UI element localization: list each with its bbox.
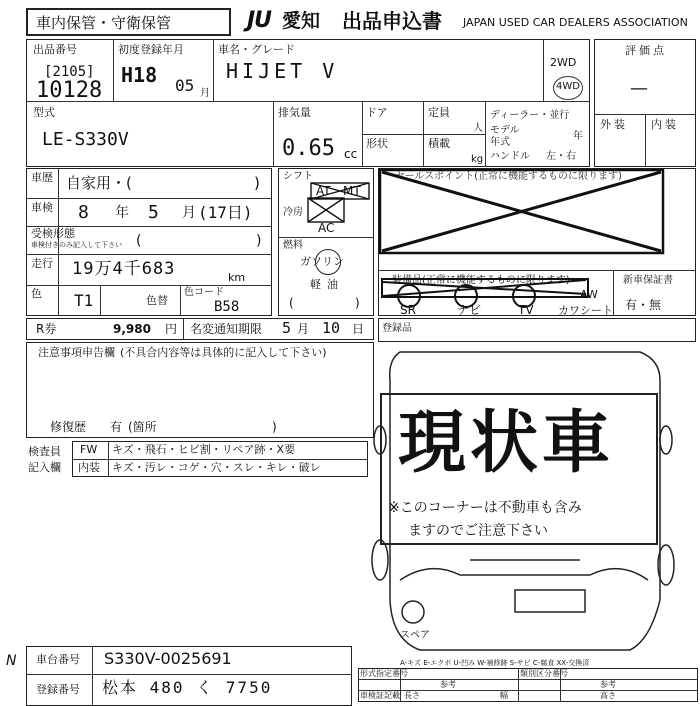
- inspection-month-unit: 月: [182, 205, 196, 221]
- margin-mark: N: [6, 653, 17, 669]
- ju-logo: JU: [247, 8, 272, 33]
- cooling-ac: AC: [318, 221, 335, 235]
- repair-close: ): [272, 420, 277, 434]
- rating-value: —: [630, 78, 648, 99]
- registration-label: 初度登録年月: [118, 43, 184, 56]
- transfer-month: 5: [282, 319, 292, 337]
- color-code-label: 色コード: [184, 287, 224, 298]
- notes-label: 注意事項申告欄: [38, 346, 115, 359]
- size-height: 高さ: [600, 691, 616, 700]
- size-label1: 形式指定番号: [360, 669, 408, 678]
- registration-month-unit: 月: [200, 88, 210, 99]
- door-label: ドア: [366, 106, 388, 119]
- drive-4wd: 4WD: [556, 81, 580, 92]
- sales-point-cross: [380, 170, 663, 253]
- equipment-strike: [382, 279, 588, 307]
- size-cert: 車検証記載: [360, 691, 400, 700]
- engine-unit: cc: [344, 147, 358, 161]
- received-label: 受検形態: [31, 227, 75, 240]
- plate-value: 松本 480 く 7750: [102, 678, 273, 697]
- inspector-fw: FW: [80, 443, 98, 456]
- lot-number: 10128: [36, 78, 103, 103]
- received-close: ): [256, 233, 262, 249]
- shape-label: 形状: [366, 137, 388, 150]
- load-label: 積載: [428, 137, 450, 150]
- transfer-day-unit: 日: [352, 322, 365, 336]
- shift-label: シフト: [283, 171, 313, 182]
- capacity-unit: 人: [473, 123, 483, 134]
- fuel-label: 燃料: [283, 240, 303, 251]
- equip-tv: TV: [518, 303, 534, 317]
- handle-label: ハンドル: [490, 151, 530, 162]
- storage-badge-text: 車内保管・守衛保管: [36, 14, 172, 32]
- inspector-fw-items: キズ・飛石・ヒビ割・リペア跡・X要: [112, 443, 296, 456]
- transfer-month-unit: 月: [297, 322, 310, 336]
- usage-label: 車歴: [31, 171, 53, 184]
- equip-sr: SR: [400, 303, 416, 317]
- size-length: 長さ: [404, 691, 420, 700]
- chassis-label: 車台番号: [36, 653, 80, 666]
- rating-label: 評価点: [625, 44, 667, 57]
- model-label: 型式: [33, 106, 55, 119]
- size-ref1: 参考: [440, 680, 456, 689]
- spare-label: スペア: [400, 630, 430, 641]
- inspector-interior: 内装: [78, 461, 100, 474]
- fuel-diesel: 軽油: [310, 278, 344, 291]
- genjo-title: 現状車: [398, 404, 615, 483]
- registration-month: 05: [175, 76, 195, 95]
- received-note: 車検付きのみ記入して下さい: [31, 241, 122, 249]
- lot-label: 出品番号: [33, 43, 77, 56]
- inspector-label1: 検査員: [28, 445, 61, 458]
- mileage-value: 19万4千683: [72, 259, 176, 279]
- mileage-unit: km: [228, 271, 246, 284]
- chassis-value: S330V-0025691: [104, 649, 232, 668]
- notes-sub: (不具合内容等は具体的に記入して下さい): [120, 346, 327, 359]
- engine-label: 排気量: [278, 106, 311, 119]
- car-name-label: 車名・グレード: [218, 43, 295, 56]
- brand-name: 愛知: [282, 10, 321, 32]
- size-width: 幅: [500, 691, 508, 700]
- recycle-label: R券: [36, 322, 57, 336]
- equip-navi: ナビ: [457, 303, 482, 317]
- inspection-year-unit: 年: [115, 205, 129, 221]
- fuel-gasoline: ガソリン: [300, 255, 344, 268]
- association-name: JAPAN USED CAR DEALERS ASSOCIATION: [463, 16, 688, 29]
- drive-2wd: 2WD: [550, 56, 577, 69]
- mileage-label: 走行: [31, 257, 53, 270]
- car-diagram: [372, 352, 674, 650]
- inspection-year: 8: [78, 202, 89, 223]
- exterior-label: 外装: [600, 118, 628, 131]
- color-code-value: B58: [214, 299, 240, 315]
- warranty-label: 新車保証書: [623, 275, 673, 286]
- load-unit: kg: [471, 154, 484, 165]
- registered-items-label: 登録品: [382, 323, 412, 334]
- dealer-label: ディーラー・並行: [490, 110, 570, 121]
- size-label2: 類別区分番号: [520, 669, 568, 678]
- equip-seat: カワシート: [558, 304, 613, 317]
- transfer-label: 名変通知期限: [190, 322, 263, 336]
- lot-bracket: [2105]: [44, 64, 95, 80]
- capacity-label: 定員: [428, 106, 450, 119]
- fuel-open: (: [289, 296, 294, 310]
- damage-legend: A-キズ E-エクボ U-凹み W-補修跡 S-サビ C-腐食 XX-交換済: [400, 659, 590, 667]
- color-label: 色: [31, 287, 42, 300]
- plate-label: 登録番号: [36, 683, 80, 696]
- warranty-options: 有・無: [625, 298, 662, 312]
- repair-value: 有: [110, 420, 123, 434]
- form-title: 出品申込書: [342, 9, 442, 33]
- color-value: T1: [74, 291, 94, 310]
- shift-at: AT: [316, 184, 331, 198]
- usage-value: 自家用・(: [66, 174, 132, 192]
- received-open: (: [136, 233, 142, 249]
- fuel-close: ): [355, 296, 360, 310]
- repair-label: 修復歴: [50, 420, 87, 434]
- size-ref2: 参考: [600, 680, 616, 689]
- shift-mt: MT: [343, 184, 361, 198]
- inspector-interior-items: キズ・汚レ・コゲ・穴・スレ・キレ・破レ: [112, 461, 321, 474]
- model-value: LE-S330V: [42, 129, 129, 150]
- model-year-label2: 年式: [490, 137, 510, 148]
- inspection-month: 5: [148, 202, 159, 223]
- model-year-label: モデル: [490, 125, 520, 136]
- recycle-unit: 円: [165, 322, 178, 336]
- cooling-label: 冷房: [283, 207, 303, 218]
- equip-aw: AW: [580, 288, 598, 301]
- car-name-value: HIJET V: [226, 59, 339, 83]
- handle-options: 左・右: [546, 151, 576, 162]
- inspection-label: 車検: [31, 201, 53, 214]
- color-tone-label: 色替: [146, 294, 168, 307]
- inspection-day: (17日): [198, 203, 253, 222]
- interior-label: 内装: [651, 118, 679, 131]
- registration-era-year: H18: [121, 63, 158, 87]
- genjo-notice2: ますのでご注意下さい: [408, 523, 548, 539]
- inspector-label2: 記入欄: [28, 461, 61, 474]
- model-year-unit: 年: [573, 131, 583, 142]
- engine-value: 0.65: [282, 136, 335, 161]
- repair-open: (箇所: [128, 420, 157, 434]
- transfer-day: 10: [322, 319, 341, 337]
- equipment-header: 装備品(正常に機能するものに限ります): [392, 275, 570, 286]
- genjo-notice1: ※このコーナーは不動車も含み: [388, 500, 582, 516]
- shift-cross: [308, 183, 369, 222]
- sales-point-text: セールスポイント(正常に機能するものに限ります): [395, 171, 622, 182]
- usage-close: ): [254, 174, 260, 192]
- recycle-amount: 9,980: [113, 322, 151, 336]
